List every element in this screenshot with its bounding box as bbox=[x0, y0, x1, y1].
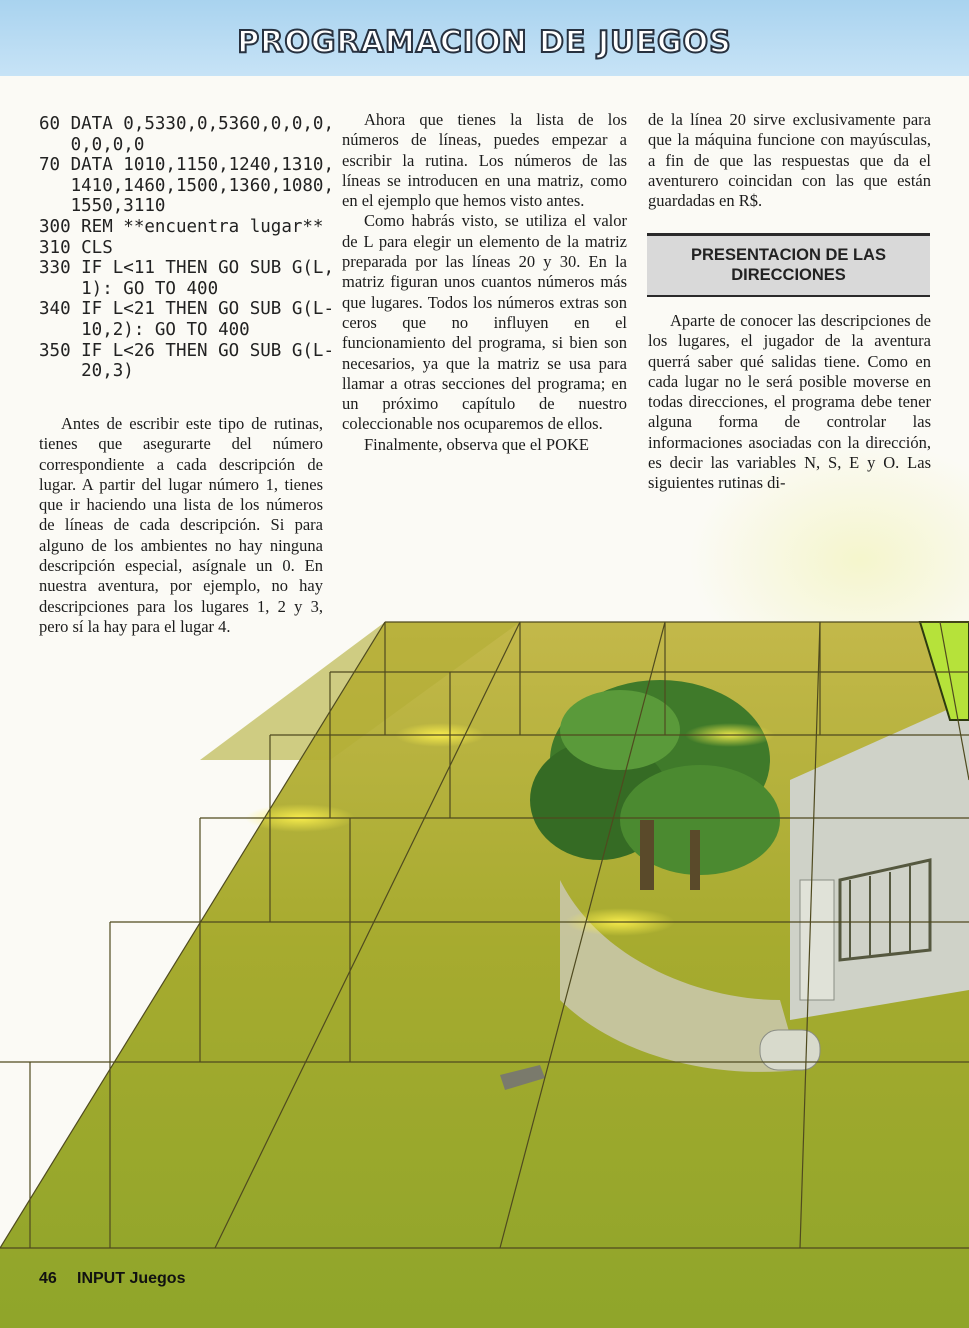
section-heading-box bbox=[647, 233, 930, 297]
code-line: 20,3) bbox=[39, 361, 134, 382]
text-column-1 bbox=[39, 414, 323, 637]
paragraph: Aparte de conocer las descripciones de los lugares, el jugador de la aventura querrá saber qué salidas tiene. Como en cada lugar no le será posible moverse en todas direcciones, el programa debe tener alguna forma de controlar las informaciones asociadas con la dirección, es decir las variables N, S, E y O. Las siguientes rutinas di- bbox=[648, 311, 931, 493]
header-title: PROGRAMACION DE JUEGOS bbox=[237, 25, 732, 60]
paragraph: de la línea 20 sirve exclusivamente para que la máquina funcione con mayúsculas, a fin de que las respuestas que da el aventurero coincidan con las que están guardadas en R$. bbox=[648, 110, 931, 211]
text-column-3 bbox=[648, 110, 931, 211]
code-line: 10,2): GO TO 400 bbox=[39, 319, 250, 340]
code-line: 1550,3110 bbox=[39, 196, 166, 217]
code-line: 0,0,0,0 bbox=[39, 134, 145, 155]
publication-name: INPUT Juegos bbox=[77, 1270, 186, 1287]
code-line: 1): GO TO 400 bbox=[39, 278, 219, 299]
section-heading: PRESENTACION DE LAS DIRECCIONES bbox=[691, 246, 886, 284]
code-line: 350 IF L<26 THEN GO SUB G(L- bbox=[39, 340, 335, 361]
paragraph: Como habrás visto, se utiliza el valor de L para elegir un elemento de la matriz preparada por las líneas 20 y 30. En la matriz figuran unos cuantos números más que lugares. Todos los números extras son ceros que no influyen en el funcionamiento del programa, si bien son necesarios, ya que la matriz se usa para llamar a otras secciones del programa; en un próximo capítulo de nuestro coleccionable nos ocuparemos de ellos. bbox=[342, 211, 627, 434]
paragraph: Antes de escribir este tipo de rutinas, tienes que asegurarte del número correspondiente a cada descripción de lugar. A partir del lugar número 1, tienes que ir haciendo una lista de los números de líneas de cada descripción. Si para alguno de los ambientes no hay ninguna descripción especial, asígnale un 0. En nuestra aventura, por ejemplo, no hay descripciones para los lugares 1, 2 y 3, pero sí la hay para el lugar 4. bbox=[39, 414, 323, 636]
code-line: 310 CLS bbox=[39, 237, 113, 258]
paragraph: Ahora que tienes la lista de los números de líneas, puedes empezar a escribir la rutina. Los números de las líneas se introducen en una matriz, como en el ejemplo que hemos visto antes. bbox=[342, 110, 627, 211]
code-line: 340 IF L<21 THEN GO SUB G(L- bbox=[39, 299, 335, 320]
code-line: 1410,1460,1500,1360,1080, bbox=[39, 175, 335, 196]
basic-code-listing bbox=[39, 114, 339, 382]
text-column-2 bbox=[342, 110, 627, 455]
page-number: 46 bbox=[39, 1270, 57, 1287]
code-line: 70 DATA 1010,1150,1240,1310, bbox=[39, 155, 335, 176]
code-line: 300 REM **encuentra lugar** bbox=[39, 216, 324, 237]
code-line: 330 IF L<11 THEN GO SUB G(L, bbox=[39, 258, 335, 279]
code-line: 60 DATA 0,5330,0,5360,0,0,0, bbox=[39, 114, 335, 134]
paragraph: Finalmente, observa que el POKE bbox=[364, 434, 589, 454]
text-column-3-continued bbox=[648, 311, 931, 494]
